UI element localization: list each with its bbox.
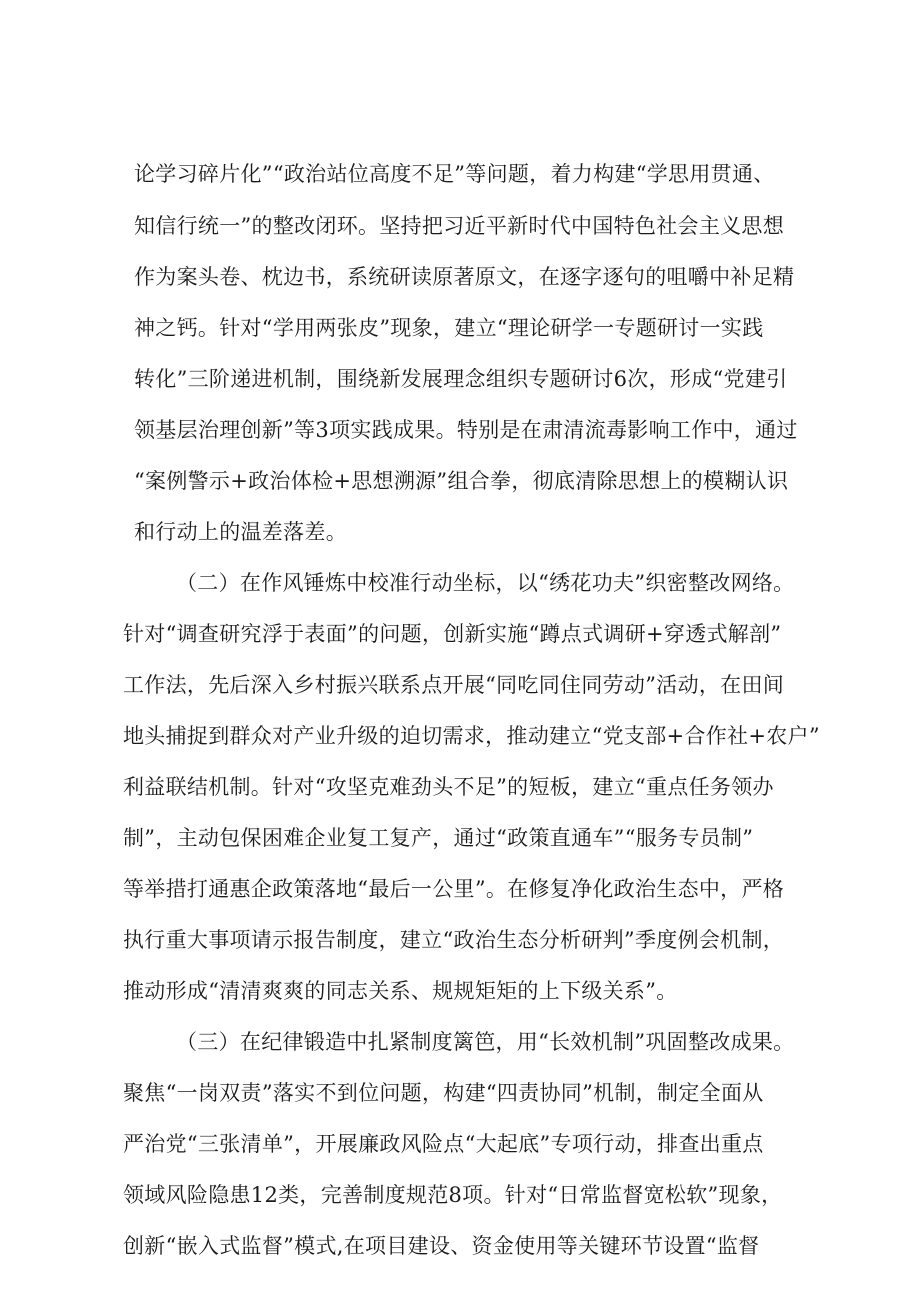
- text-line: 工作法，先后深入乡村振兴联系点开展“同吃同住同劳动”活动，在田间: [123, 673, 785, 697]
- text-line: 领域风险隐患12类，完善制度规范8项。针对“日常监督宽松软”现象，: [123, 1183, 783, 1207]
- text-line: 等举措打通惠企政策落地“最后一公里”。在修复净化政治生态中，严格: [123, 877, 785, 901]
- paragraph-heading: （二）在作风锤炼中校准行动坐标，以“绣花功夫”织密整改网络。: [176, 571, 795, 595]
- text-line: 聚焦“一岗双责”落实不到位问题，构建“四责协同”机制，制定全面从: [123, 1081, 764, 1105]
- text-line: 论学习碎片化”“政治站位高度不足”等问题，着力构建“学思用贯通、: [134, 162, 775, 186]
- text-line: “案例警示+政治体检+思想溯源”组合拳，彻底清除思想上的模糊认识: [134, 469, 789, 493]
- paragraph-heading: （三）在纪律锻造中扎紧制度篱笆，用“长效机制”巩固整改成果。: [176, 1030, 795, 1054]
- text-line: 推动形成“清清爽爽的同志关系、规规矩矩的上下级关系”。: [123, 979, 678, 1003]
- text-line: 领基层治理创新”等3项实践成果。特别是在肃清流毒影响工作中，通过: [134, 418, 798, 442]
- text-line: 转化”三阶递进机制，围绕新发展理念组织专题研讨6次，形成“党建引: [134, 367, 788, 391]
- text-line: 严治党“三张清单”，开展廉政风险点“大起底”专项行动，排查出重点: [123, 1132, 764, 1156]
- text-line: 神之钙。针对“学用两张皮”现象，建立“理论研学一专题研讨一实践: [134, 316, 764, 340]
- text-line: 作为案头卷、枕边书，系统研读原著原文，在逐字逐句的咀嚼中补足精: [134, 265, 795, 289]
- text-line: 地头捕捉到群众对产业升级的迫切需求，推动建立“党支部+合作社+农户”: [123, 724, 820, 748]
- text-line: 创新“嵌入式监督”模式,在项目建设、资金使用等关键环节设置“监督: [123, 1234, 760, 1258]
- text-line: 执行重大事项请示报告制度，建立“政治生态分析研判”季度例会机制，: [123, 928, 785, 952]
- text-line: 和行动上的温差落差。: [134, 520, 347, 544]
- text-line: 知信行统一”的整改闭环。坚持把习近平新时代中国特色社会主义思想: [134, 214, 785, 238]
- text-line: 针对“调查研究浮于表面”的问题，创新实施“蹲点式调研+穿透式解剖”: [123, 622, 782, 646]
- text-line: 利益联结机制。针对“攻坚克难劲头不足”的短板，建立“重点任务领办: [123, 775, 774, 799]
- text-line: 制”，主动包保困难企业复工复产，通过“政策直通车”“服务专员制”: [123, 826, 754, 850]
